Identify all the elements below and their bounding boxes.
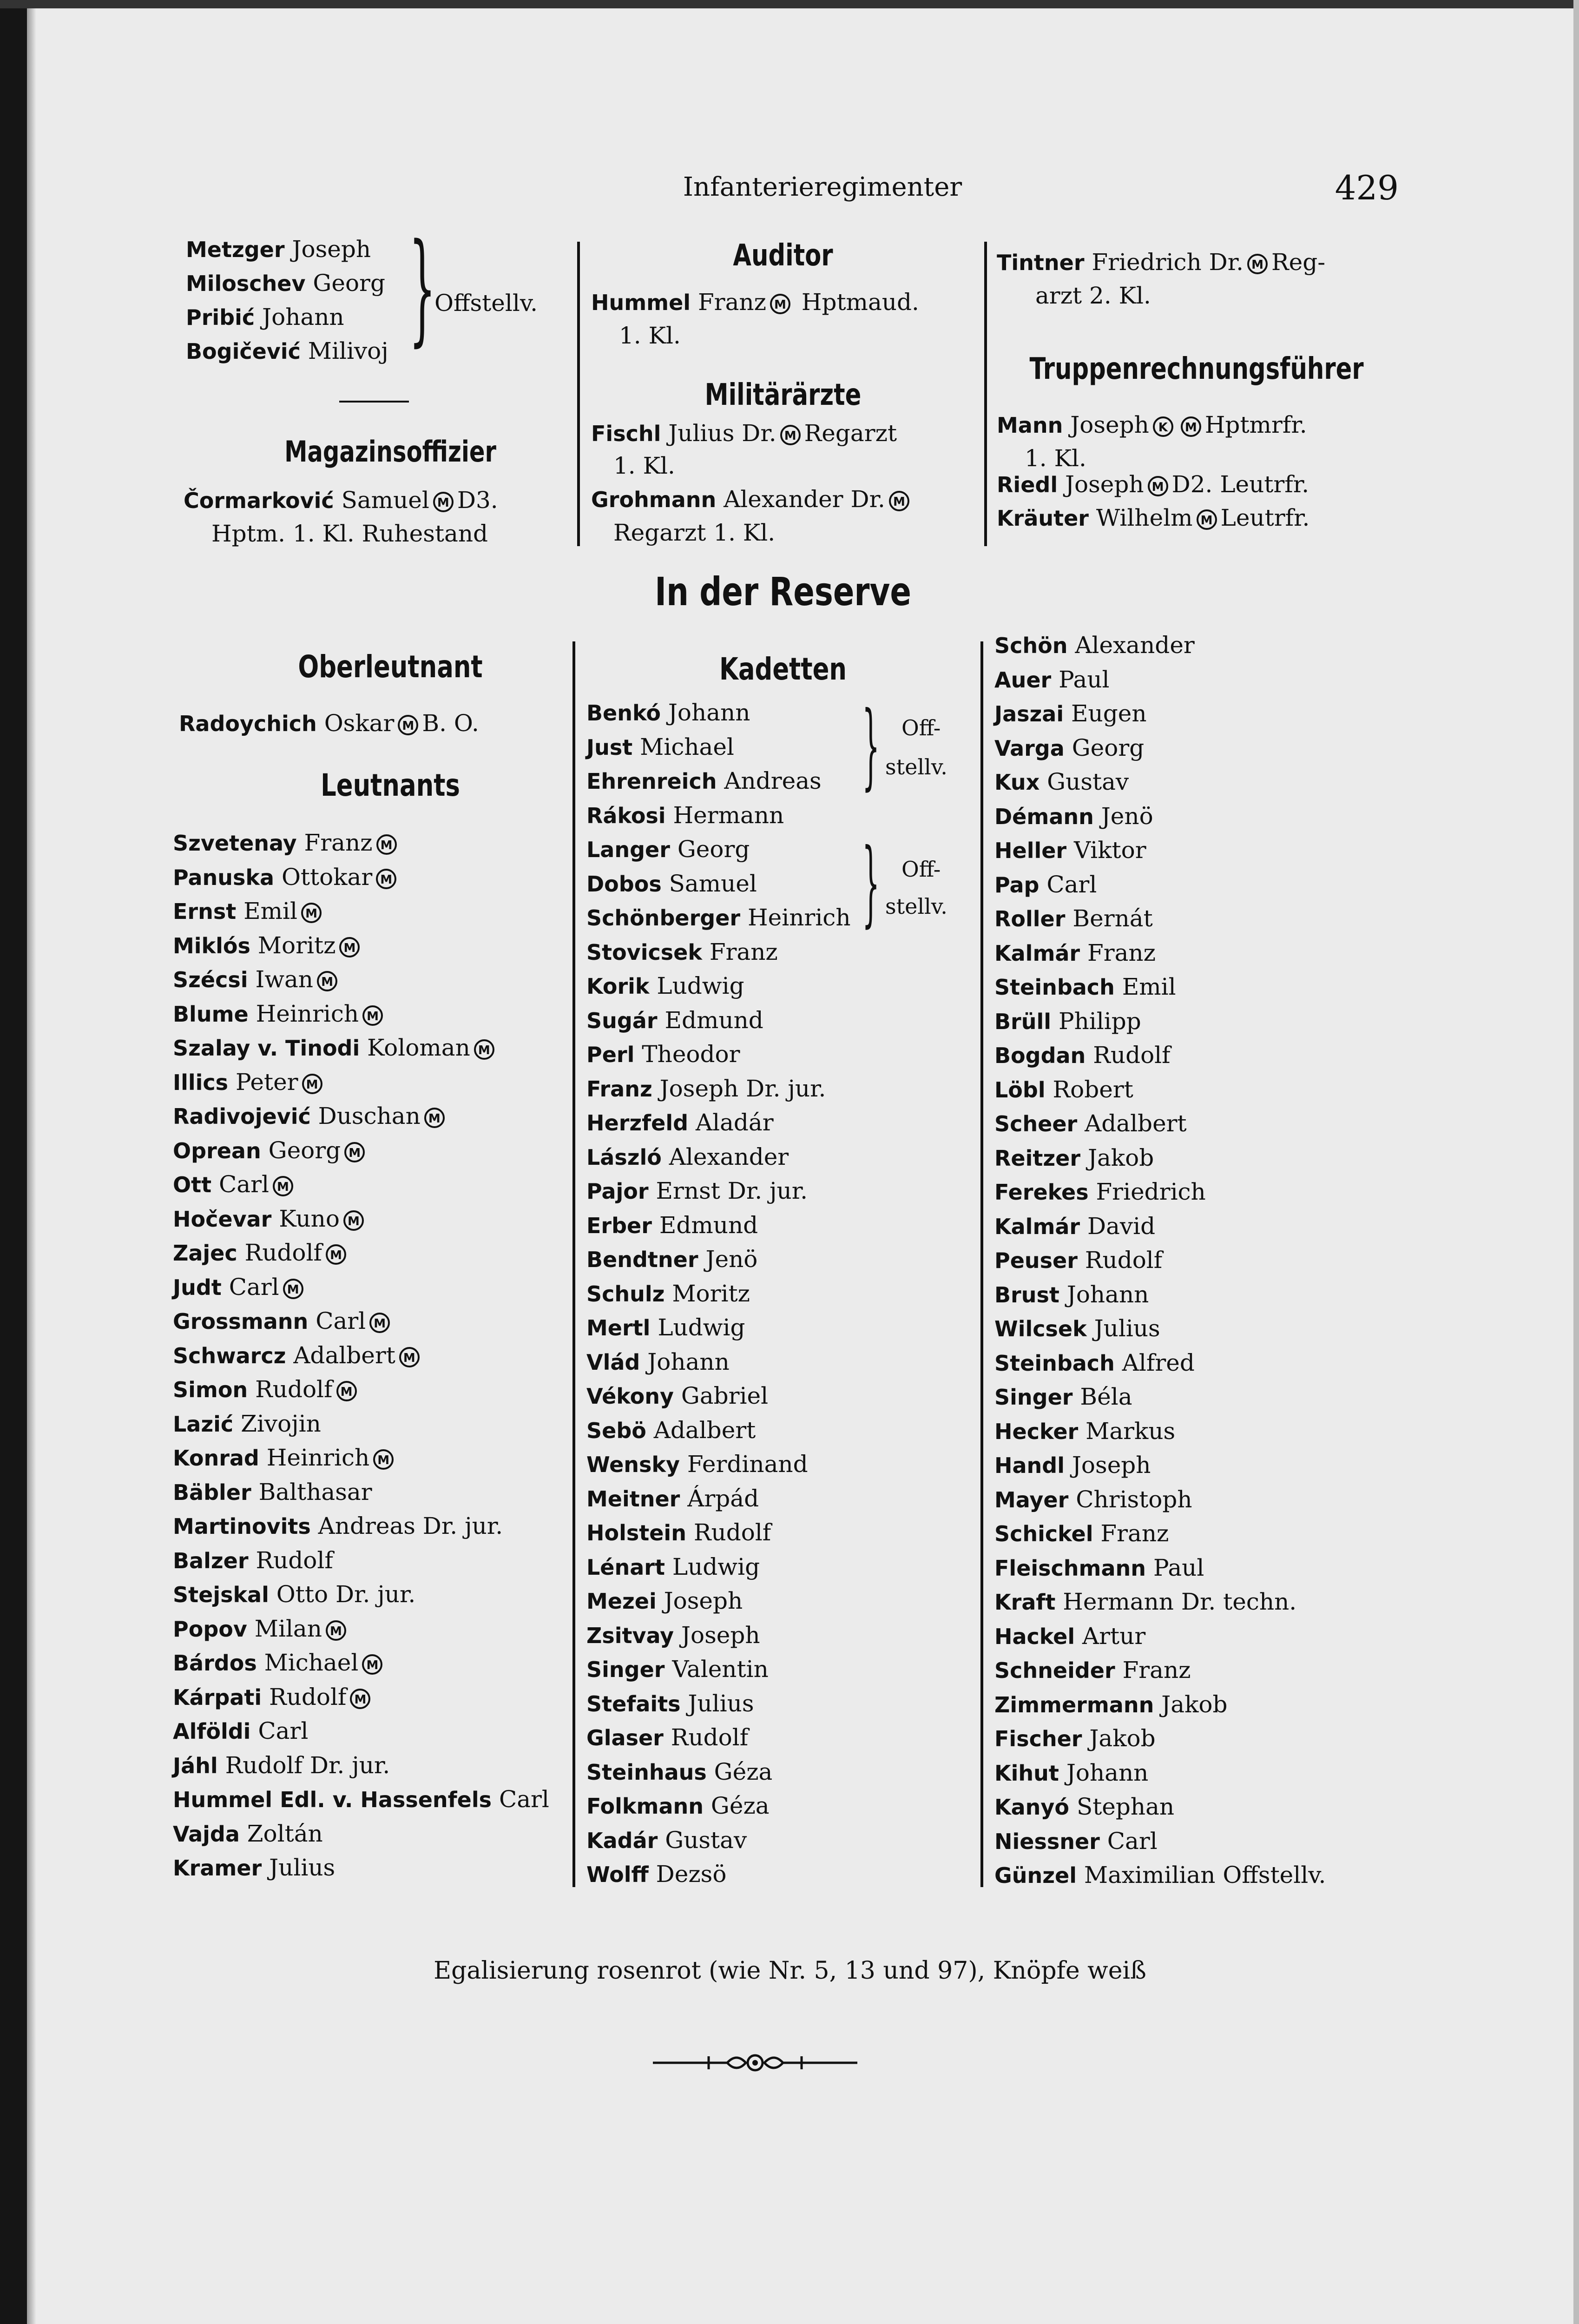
list-item: Kalmár Franz	[994, 939, 1156, 966]
list-item: Just Michael	[586, 733, 734, 760]
arzt-entry: Grohmann Alexander Dr. M	[591, 482, 913, 516]
list-item: Ernst Emil M	[173, 894, 582, 929]
list-item: Zsitvay Joseph	[586, 1621, 760, 1649]
footer-note: Egalisierung rosenrot (wie Nr. 5, 13 und 97), Knöpfe weiß	[434, 1957, 1146, 1985]
list-item: Mertl Ludwig	[586, 1314, 745, 1341]
list-item: Löbl Robert	[994, 1076, 1133, 1103]
list-item: Scheer Adalbert	[994, 1110, 1187, 1137]
page-number: 429	[1335, 168, 1399, 207]
auditor-heading: Auditor	[733, 238, 833, 273]
list-item: Sebö Adalbert	[586, 1416, 756, 1444]
brace-note: stellv.	[885, 894, 947, 919]
auditor-cont: 1. Kl.	[619, 322, 681, 349]
list-item: Pap Carl	[994, 871, 1097, 898]
group-member: Pribić Johann	[186, 304, 344, 330]
list-item: Brüll Philipp	[994, 1007, 1141, 1035]
list-item: Pajor Ernst Dr. jur.	[586, 1177, 808, 1204]
list-item: Panuska Ottokar M	[173, 860, 582, 895]
group-note: Offstellv.	[434, 290, 538, 317]
list-item: Handl Joseph	[994, 1452, 1151, 1479]
group-brace: }	[409, 218, 436, 358]
list-item: Schickel Franz	[994, 1520, 1169, 1547]
list-item: Roller Bernát	[994, 905, 1153, 932]
list-item: Stejskal Otto Dr. jur.	[173, 1581, 416, 1608]
list-item: Erber Edmund	[586, 1211, 758, 1239]
arzt-cont: Regarzt 1. Kl.	[613, 519, 776, 546]
list-item: Steinhaus Géza	[586, 1758, 773, 1785]
list-item: Hecker Markus	[994, 1417, 1176, 1445]
list-item: Grossmann Carl M	[173, 1304, 582, 1339]
list-item: Kux Gustav	[994, 768, 1129, 795]
list-item: Alföldi Carl	[173, 1717, 309, 1744]
list-item: Bendtner Jenö	[586, 1246, 758, 1273]
list-item: Varga Georg	[994, 734, 1145, 761]
kraeuter-entry: Kräuter Wilhelm M Leutrfr.	[997, 504, 1310, 531]
list-item: Sugár Edmund	[586, 1006, 763, 1034]
list-item: Schön Alexander	[994, 632, 1195, 659]
reserve-heading: In der Reserve	[655, 569, 911, 614]
brace-note: Off-	[901, 715, 941, 740]
list-item: Martinovits Andreas Dr. jur.	[173, 1512, 503, 1539]
list-item: Singer Béla	[994, 1383, 1132, 1410]
column-rule	[984, 242, 987, 546]
list-item: Démann Jenö	[994, 802, 1153, 830]
list-item: Bogdan Rudolf	[994, 1042, 1171, 1069]
list-item: Singer Valentin	[586, 1656, 769, 1683]
list-item: Wolff Dezsö	[586, 1861, 727, 1888]
column-rule	[572, 641, 575, 1887]
ornament-icon	[653, 2044, 857, 2081]
list-item: Wilcsek Julius	[994, 1315, 1160, 1342]
magazin-entry: Čormarković Samuel M D3.	[184, 487, 498, 514]
list-item: Mezei Joseph	[586, 1587, 743, 1614]
list-item: Langer Georg	[586, 836, 750, 863]
list-item: Oprean Georg M	[173, 1134, 582, 1168]
brace-note: Off-	[901, 857, 941, 882]
list-item: Vajda Zoltán	[173, 1820, 323, 1847]
list-item: Hackel Artur	[994, 1622, 1146, 1650]
mann-cont: 1. Kl.	[1025, 445, 1086, 472]
list-item: Ehrenreich Andreas	[586, 767, 822, 794]
list-item: Steinbach Alfred	[994, 1349, 1195, 1376]
magazin-heading: Magazinsoffizier	[284, 435, 496, 469]
list-item: Zimmermann Jakob	[994, 1690, 1228, 1718]
list-item: Hummel Edl. v. Hassenfels Carl	[173, 1786, 549, 1813]
list-item: Ferekes Friedrich	[994, 1178, 1206, 1205]
list-item: Franz Joseph Dr. jur.	[586, 1075, 826, 1102]
list-item: Steinbach Emil	[994, 973, 1176, 1000]
list-item: Mayer Christoph	[994, 1486, 1192, 1513]
mann-entry: Mann Joseph K M Hptmrfr.	[997, 411, 1307, 438]
list-item: Stovicsek Franz	[586, 938, 778, 965]
list-item: Miklós Moritz M	[173, 929, 582, 963]
page-edge-left	[0, 0, 27, 2324]
list-item: Kárpati Rudolf M	[173, 1680, 582, 1715]
reserve-right-list	[994, 628, 1413, 1893]
running-header: Infanterieregimenter	[683, 172, 962, 202]
group-member: Bogičević Milivoj	[186, 337, 388, 364]
list-item: Kramer Julius	[173, 1854, 336, 1881]
offstellv-group	[186, 232, 418, 368]
militar-heading: Militärärzte	[704, 378, 862, 412]
list-item: Konrad Heinrich M	[173, 1441, 582, 1475]
divider	[339, 401, 409, 403]
list-item: Kraft Hermann Dr. techn.	[994, 1588, 1297, 1615]
list-item: Benkó Johann	[586, 699, 750, 726]
column-rule	[980, 641, 983, 1887]
list-item: Szalay v. Tinodi Koloman M	[173, 1031, 582, 1065]
list-item: Blume Heinrich M	[173, 997, 582, 1031]
list-item: Kadár Gustav	[586, 1826, 747, 1854]
list-item: Schönberger Heinrich	[586, 904, 851, 931]
truppen-heading: Truppenrechnungsführer	[1029, 352, 1364, 386]
riedl-entry: Riedl Joseph M D2. Leutrfr.	[997, 471, 1309, 498]
list-item: Szécsi Iwan M	[173, 963, 582, 997]
list-item: Reitzer Jakob	[994, 1144, 1154, 1171]
list-item: Jaszai Eugen	[994, 700, 1147, 727]
list-item: Lénart Ludwig	[586, 1553, 760, 1580]
list-item: Folkmann Géza	[586, 1792, 770, 1819]
list-item: Lazić Zivojin	[173, 1410, 321, 1437]
leutnants-heading: Leutnants	[321, 767, 460, 803]
kadetten-heading: Kadetten	[719, 651, 847, 687]
kadetten-brace: }	[862, 829, 880, 937]
group-member: Metzger Joseph	[186, 236, 371, 263]
list-item: Bárdos Michael M	[173, 1646, 582, 1680]
auditor-entry: Hummel Franz M Hptmaud.	[591, 289, 919, 316]
list-item: Meitner Árpád	[586, 1485, 759, 1512]
list-item: Bäbler Balthasar	[173, 1478, 372, 1505]
list-item: Rákosi Hermann	[586, 801, 784, 829]
tintner-cont: arzt 2. Kl.	[1035, 282, 1151, 309]
list-item: Jáhl Rudolf Dr. jur.	[173, 1751, 390, 1779]
list-item: Peuser Rudolf	[994, 1247, 1163, 1274]
list-item: Perl Theodor	[586, 1041, 740, 1068]
list-item: Kihut Johann	[994, 1759, 1149, 1786]
list-item: Simon Rudolf M	[173, 1373, 582, 1407]
list-item: Heller Viktor	[994, 837, 1146, 864]
oberleutnant-heading: Oberleutnant	[298, 649, 483, 685]
list-item: Auer Paul	[994, 666, 1110, 693]
list-item: Wensky Ferdinand	[586, 1451, 808, 1478]
list-item: Kanyó Stephan	[994, 1793, 1175, 1820]
list-item: Schulz Moritz	[586, 1280, 750, 1307]
list-item: Schneider Franz	[994, 1657, 1191, 1684]
list-item: Szvetenay Franz M	[173, 826, 582, 860]
list-item: Schwarcz Adalbert M	[173, 1339, 582, 1373]
list-item: Judt Carl M	[173, 1270, 582, 1305]
list-item: Korik Ludwig	[586, 972, 744, 999]
list-item: Popov Milan M	[173, 1612, 582, 1646]
arzt-cont: 1. Kl.	[613, 452, 675, 479]
list-item: Fischer Jakob	[994, 1725, 1156, 1752]
page-gutter-shadow	[27, 0, 36, 2324]
column-rule	[577, 242, 580, 546]
list-item: Hočevar Kuno M	[173, 1202, 582, 1236]
list-item: Illics Peter M	[173, 1065, 582, 1100]
list-item: Niessner Carl	[994, 1827, 1158, 1855]
list-item: Balzer Rudolf	[173, 1546, 333, 1574]
list-item: Ott Carl M	[173, 1168, 582, 1202]
page-edge-right	[1573, 0, 1579, 2324]
list-item: Holstein Rudolf	[586, 1519, 771, 1546]
list-item: Günzel Maximilian Offstellv.	[994, 1862, 1326, 1888]
oberleutnant-entry: Radoychich Oskar M B. O.	[179, 710, 479, 737]
list-item: Kalmár David	[994, 1212, 1156, 1240]
list-item: Radivojević Duschan M	[173, 1099, 582, 1134]
arzt-entry: Fischl Julius Dr. M Regarzt	[591, 420, 897, 447]
list-item: Fleischmann Paul	[994, 1554, 1204, 1581]
list-item: Herzfeld Aladár	[586, 1109, 774, 1136]
tintner-entry: Tintner Friedrich Dr. M Reg-	[997, 249, 1326, 276]
kadetten-brace: }	[862, 692, 880, 800]
page-edge-top	[0, 0, 1579, 8]
list-item: László Alexander	[586, 1143, 789, 1170]
brace-note: stellv.	[885, 754, 947, 779]
list-item: Brust Johann	[994, 1281, 1149, 1308]
leutnants-list	[173, 826, 582, 1885]
list-item: Vékony Gabriel	[586, 1382, 769, 1409]
group-member: Miloschev Georg	[186, 270, 385, 297]
magazin-rank: Hptm. 1. Kl. Ruhestand	[211, 520, 488, 547]
list-item: Stefaits Julius	[586, 1690, 754, 1717]
list-item: Zajec Rudolf M	[173, 1236, 582, 1270]
list-item: Glaser Rudolf	[586, 1724, 749, 1751]
list-item: Vlád Johann	[586, 1348, 730, 1375]
list-item: Dobos Samuel	[586, 870, 757, 897]
